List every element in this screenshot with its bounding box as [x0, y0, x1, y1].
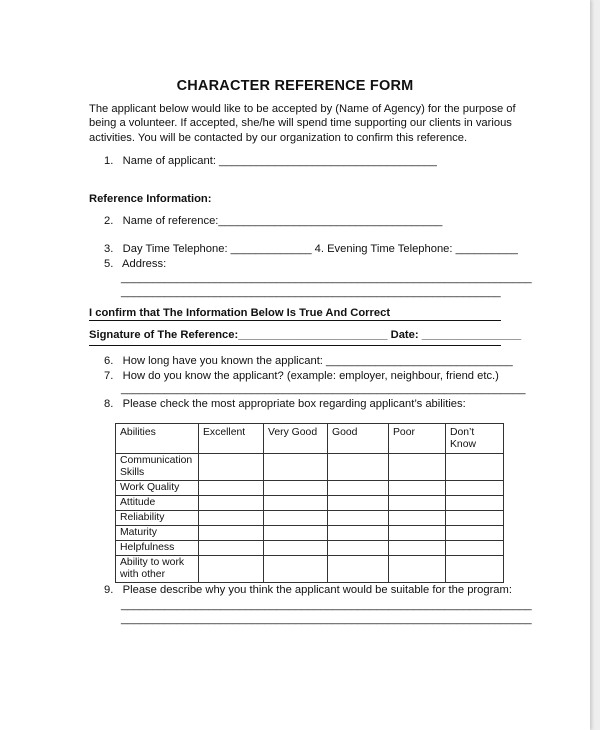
rating-cell[interactable] — [264, 541, 328, 556]
rating-cell[interactable] — [199, 496, 264, 511]
rating-cell[interactable] — [446, 454, 504, 481]
relationship-answer-line[interactable]: _________________________________________________________________ — [121, 383, 526, 395]
rating-cell[interactable] — [328, 496, 389, 511]
rating-cell[interactable] — [389, 496, 446, 511]
rating-cell[interactable] — [446, 481, 504, 496]
rating-cell[interactable] — [199, 511, 264, 526]
col-header: Excellent — [199, 424, 264, 454]
suitability-answer-line[interactable]: __________________________________________________________________ — [121, 613, 532, 625]
rating-cell[interactable] — [199, 526, 264, 541]
rating-cell[interactable] — [328, 526, 389, 541]
table-row — [116, 511, 504, 526]
table-row — [116, 541, 504, 556]
col-header: Poor — [389, 424, 446, 454]
relationship-question: 7. How do you know the applicant? (example: employer, neighbour, friend etc.) — [104, 370, 499, 382]
rating-cell[interactable] — [446, 556, 504, 583]
reference-name-field[interactable]: 2. Name of reference:____________________________________ — [104, 215, 443, 227]
form-title: CHARACTER REFERENCE FORM — [176, 78, 414, 94]
table-row — [116, 526, 504, 541]
rating-cell[interactable] — [389, 541, 446, 556]
intro-line: being a volunteer. If accepted, she/he will spend time supporting our clients in various — [89, 117, 512, 130]
col-header: Don’t Know — [446, 424, 504, 454]
table-row — [116, 481, 504, 496]
rating-cell[interactable] — [264, 454, 328, 481]
confirm-heading: I confirm that The Information Below Is True And Correct — [89, 307, 391, 319]
col-header: Good — [328, 424, 389, 454]
ability-label: Communication Skills — [116, 454, 199, 481]
ability-label: Ability to work with other — [116, 556, 199, 583]
address-label: 5. Address: — [104, 258, 167, 270]
rating-cell[interactable] — [446, 511, 504, 526]
signature-date-field[interactable]: Signature of The Reference:________________________ Date: ________________ — [89, 329, 522, 341]
rating-cell[interactable] — [389, 511, 446, 526]
intro-paragraph — [89, 102, 516, 145]
rating-cell[interactable] — [199, 556, 264, 583]
address-line[interactable]: __________________________________________________________________ — [121, 272, 532, 284]
rating-cell[interactable] — [389, 481, 446, 496]
ability-label: Work Quality — [116, 481, 199, 496]
rating-cell[interactable] — [328, 541, 389, 556]
abilities-instruction: 8. Please check the most appropriate box regarding applicant’s abilities: — [104, 398, 466, 410]
table-header-row — [116, 424, 504, 454]
rating-cell[interactable] — [264, 526, 328, 541]
rating-cell[interactable] — [389, 526, 446, 541]
applicant-name-field[interactable]: 1. Name of applicant: ___________________________________ — [104, 155, 437, 167]
rating-cell[interactable] — [446, 496, 504, 511]
suitability-answer-line[interactable]: __________________________________________________________________ — [121, 599, 532, 611]
rating-cell[interactable] — [264, 481, 328, 496]
rating-cell[interactable] — [328, 556, 389, 583]
col-header: Abilities — [116, 424, 199, 454]
rating-cell[interactable] — [328, 454, 389, 481]
ability-label: Attitude — [116, 496, 199, 511]
rating-cell[interactable] — [446, 526, 504, 541]
divider — [89, 345, 501, 346]
rating-cell[interactable] — [389, 454, 446, 481]
address-line[interactable]: _____________________________________________________________ — [121, 286, 501, 298]
rating-cell[interactable] — [264, 556, 328, 583]
ability-label: Reliability — [116, 511, 199, 526]
rating-cell[interactable] — [389, 556, 446, 583]
rating-cell[interactable] — [446, 541, 504, 556]
intro-line: The applicant below would like to be accepted by (Name of Agency) for the purpose of — [89, 103, 516, 115]
intro-line: activities. You will be contacted by our organization to confirm this reference. — [89, 131, 468, 144]
rating-cell[interactable] — [264, 511, 328, 526]
telephone-fields[interactable]: 3. Day Time Telephone: _____________ 4. Evening Time Telephone: __________ — [104, 243, 518, 255]
abilities-table — [115, 423, 504, 583]
rating-cell[interactable] — [328, 481, 389, 496]
table-row — [116, 496, 504, 511]
rating-cell[interactable] — [328, 511, 389, 526]
known-duration-field[interactable]: 6. How long have you known the applicant: ______________________________ — [104, 355, 513, 367]
reference-info-heading: Reference Information: — [89, 193, 212, 205]
table-row — [116, 454, 504, 481]
divider — [89, 320, 501, 321]
ability-label: Maturity — [116, 526, 199, 541]
rating-cell[interactable] — [264, 496, 328, 511]
rating-cell[interactable] — [199, 454, 264, 481]
ability-label: Helpfulness — [116, 541, 199, 556]
table-row — [116, 556, 504, 583]
col-header: Very Good — [264, 424, 328, 454]
rating-cell[interactable] — [199, 481, 264, 496]
rating-cell[interactable] — [199, 541, 264, 556]
suitability-question: 9. Please describe why you think the applicant would be suitable for the program: — [104, 584, 512, 596]
